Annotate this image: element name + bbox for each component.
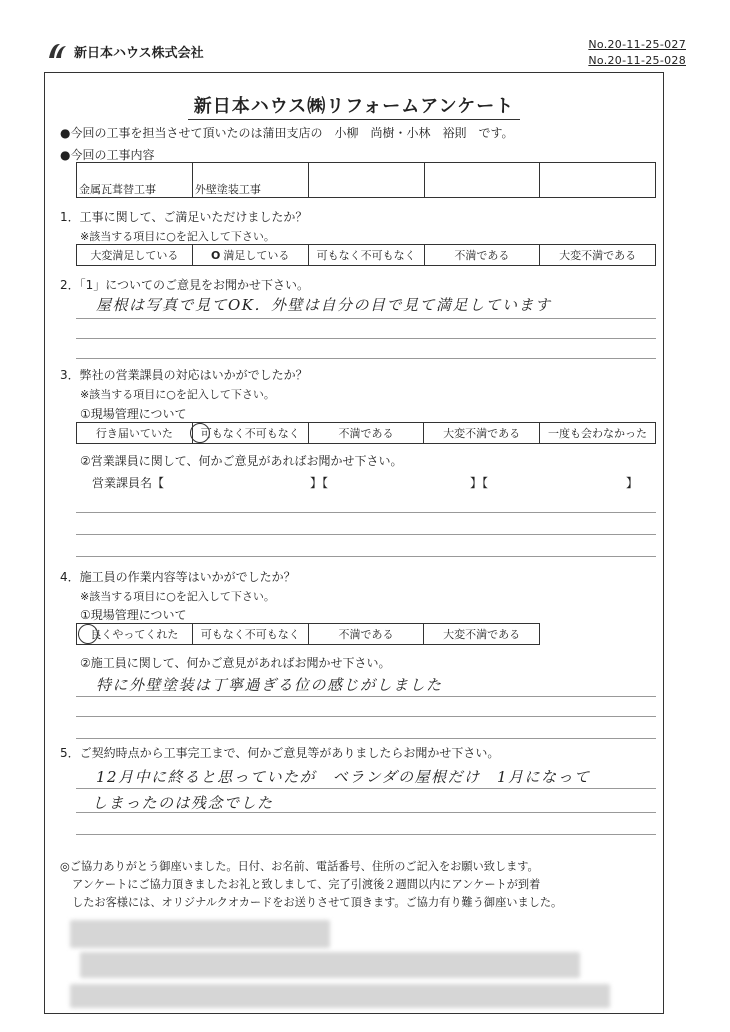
footer-line1: ◎ご協力ありがとう御座いました。日付、お名前、電話番号、住所のご記入をお願い致します。 — [60, 860, 539, 873]
q4-answer: 特に外壁塗装は丁寧過ぎる位の感じがしました — [96, 676, 443, 694]
company-name: 新日本ハウス株式会社 — [74, 45, 204, 61]
answer-line — [76, 696, 656, 697]
footer-line3: したお客様には、オリジナルクオカードをお送りさせて頂きます。ご協力有り難う御座いました。 — [72, 896, 563, 909]
q1-option[interactable]: 不満である — [424, 245, 540, 266]
redacted-date — [70, 920, 330, 948]
q4-sub1: ①現場管理について — [80, 608, 187, 622]
work-content-table — [76, 162, 656, 198]
q2-answer: 屋根は写真で見てOK．外壁は自分の目で見て満足しています — [96, 296, 552, 314]
q1-note: ※該当する項目に○を記入して下さい。 — [80, 230, 275, 243]
q3-option[interactable]: 大変不満である — [424, 423, 540, 444]
q2-question: 2．「1」についてのご意見をお聞かせ下さい。 — [60, 278, 310, 292]
answer-line — [76, 338, 656, 339]
q4-sub2: ②施工員に関して、何かご意見があればお聞かせ下さい。 — [80, 656, 391, 670]
answer-line — [76, 318, 656, 319]
q1-question: 1．工事に関して、ご満足いただけましたか？ — [60, 210, 308, 224]
answer-line — [76, 534, 656, 535]
answer-line — [76, 812, 656, 813]
q3-option[interactable]: 行き届いていた — [77, 423, 193, 444]
q1-option[interactable]: 大変不満である — [540, 245, 656, 266]
q4-question: 4．施工員の作業内容等はいかがでしたか？ — [60, 570, 296, 584]
q4-option[interactable]: 可もなく不可もなく — [192, 624, 308, 645]
work-item — [540, 163, 656, 198]
answer-line — [76, 738, 656, 739]
footer-line2: アンケートにご協力頂きましたお礼と致しまして、完了引渡後２週間以内にアンケートが到着 — [72, 878, 541, 891]
answer-line — [76, 716, 656, 717]
q1-options — [76, 244, 656, 266]
q3-options — [76, 422, 656, 444]
company-logo — [46, 40, 204, 62]
answer-line — [76, 834, 656, 835]
q4-option[interactable]: 不満である — [308, 624, 424, 645]
q5-answer-line1: 12月中に終ると思っていたが ベランダの屋根だけ 1月になって — [96, 768, 591, 786]
answer-line — [76, 358, 656, 359]
redacted-address — [70, 984, 610, 1008]
q4-options — [76, 623, 540, 645]
staff-name-bracket: 】【 — [470, 476, 489, 490]
q1-option[interactable]: 大変満足している — [77, 245, 193, 266]
q3-selection-circle — [190, 423, 210, 443]
staff-name-label: 営業課員名【 — [92, 476, 165, 490]
staff-line: ●今回の工事を担当させて頂いたのは蒲田支店の 小柳 尚樹・小林 裕則 です。 — [60, 126, 514, 140]
work-item — [308, 163, 424, 198]
work-item: 金属瓦葺替工事 — [77, 163, 193, 198]
answer-line — [76, 512, 656, 513]
work-item: 外壁塗装工事 — [192, 163, 308, 198]
staff-name-bracket: 】【 — [310, 476, 329, 490]
staff-name-bracket: 】 — [626, 476, 639, 490]
q1-option-label: 満足している — [223, 249, 290, 262]
q4-selection-circle — [78, 624, 98, 644]
q4-option[interactable]: 大変不満である — [424, 624, 540, 645]
q1-option[interactable]: 可もなく不可もなく — [308, 245, 424, 266]
q3-note: ※該当する項目に○を記入して下さい。 — [80, 388, 275, 401]
q3-question: 3．弊社の営業課員の対応はいかがでしたか？ — [60, 368, 308, 382]
work-item — [424, 163, 540, 198]
answer-line — [76, 788, 656, 789]
company-logo-icon — [46, 40, 68, 62]
q3-option[interactable]: 一度も会わなかった — [540, 423, 656, 444]
survey-title — [44, 92, 664, 118]
work-content-label: ●今回の工事内容 — [60, 148, 155, 162]
doc-number-1: No.20-11-25-027 — [588, 38, 686, 51]
redacted-name — [80, 952, 580, 978]
q3-option[interactable]: 不満である — [308, 423, 424, 444]
q1-selected-mark: O — [211, 249, 221, 262]
q5-answer-line2: しまったのは残念でした — [92, 794, 274, 812]
q1-option[interactable] — [192, 245, 308, 266]
q4-option[interactable]: 良くやってくれた — [77, 624, 193, 645]
doc-number-2: No.20-11-25-028 — [588, 54, 686, 67]
q4-note: ※該当する項目に○を記入して下さい。 — [80, 590, 275, 603]
q5-question: 5．ご契約時点から工事完工まで、何かご意見等がありましたらお聞かせ下さい。 — [60, 746, 500, 760]
q3-sub2: ②営業課員に関して、何かご意見があればお聞かせ下さい。 — [80, 454, 403, 468]
q3-sub1: ①現場管理について — [80, 407, 187, 421]
answer-line — [76, 556, 656, 557]
q3-option[interactable]: 可もなく不可もなく — [192, 423, 308, 444]
title-text: 新日本ハウス㈱リフォームアンケート — [188, 96, 520, 120]
